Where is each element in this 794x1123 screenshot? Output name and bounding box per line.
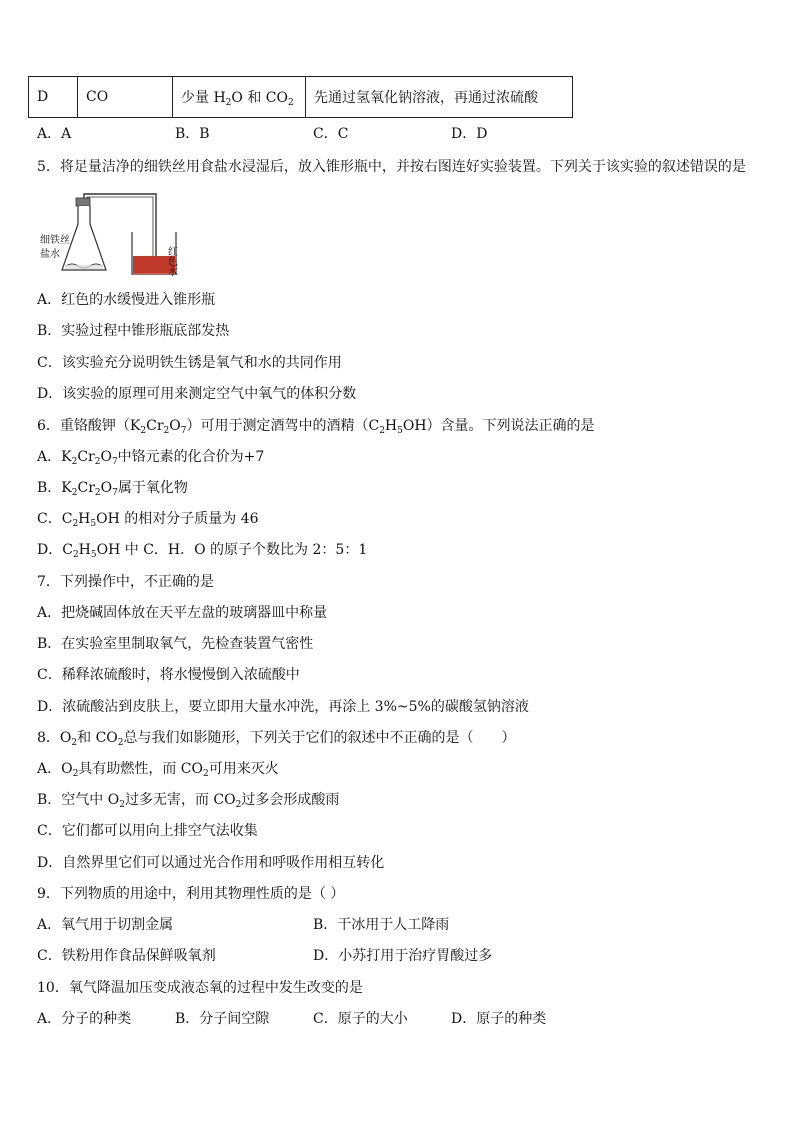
q8-option-a: A．$O_2$具有助燃性，而 $CO_2$可用来灭火: [37, 761, 279, 779]
q4-option-d: D．D: [451, 126, 488, 142]
q6-option-c: C．$C_2H_5OH$ 的相对分子质量为 46: [37, 511, 259, 529]
q8-option-c: C．它们都可以用向上排空气法收集: [37, 823, 258, 839]
q5-option-b: B．实验过程中锥形瓶底部发热: [37, 323, 230, 339]
q4-option-b: B．B: [175, 126, 210, 142]
q9-stem: 9．下列物质的用途中，利用其物理性质的是（ ）: [37, 886, 345, 902]
q7-option-d: D．浓硫酸沾到皮肤上，要立即用大量水冲洗，再涂上 3%~5%的碳酸氢钠溶液: [37, 699, 529, 715]
q5-stem: 5．将足量洁净的细铁丝用食盐水浸湿后，放入锥形瓶中，并按右图连好实验装置。下列关于该实验的叙述错误的是: [37, 159, 746, 175]
q6-stem: 6．重铬酸钾$(K_2Cr_2O_7)$可用于测定酒驾中的酒精$(C_2H_5OH)$含量。下列说法正确的是: [37, 418, 595, 436]
label-red-water-1: 红: [168, 247, 178, 258]
table-cell-option: D: [29, 77, 78, 118]
q8-option-d: D．自然界里它们可以通过光合作用和呼吸作用相互转化: [37, 855, 385, 871]
q7-option-b: B．在实验室里制取氧气，先检查装置气密性: [37, 636, 314, 652]
q8-option-b: B．空气中 $O_2$过多无害，而 $CO_2$过多会形成酸雨: [37, 792, 340, 810]
q6-option-b: B．$K_2Cr_2O_7$属于氧化物: [37, 480, 188, 498]
table-cell-method: 先通过氢氧化钠溶液，再通过浓硫酸: [306, 77, 573, 118]
q5-option-a: A．红色的水缓慢进入锥形瓶: [37, 292, 216, 308]
q7-option-c: C．稀释浓硫酸时，将水慢慢倒入浓硫酸中: [37, 667, 300, 683]
q4-option-a: A．A: [37, 126, 72, 142]
q8-stem: 8．$O_2$和 $CO_2$总与我们如影随形，下列关于它们的叙述中不正确的是（ ）: [37, 730, 516, 748]
label-red-water-3: 水: [168, 267, 178, 278]
q5-option-d: D．该实验的原理可用来测定空气中氧气的体积分数: [37, 386, 357, 402]
label-salt-water: 盐水: [40, 249, 60, 260]
q10-stem: 10．氧气降温加压变成液态氧的过程中发生改变的是: [37, 980, 363, 996]
q9-option-b: B．干冰用于人工降雨: [313, 917, 450, 933]
q10-option-c: C．原子的大小: [313, 1011, 408, 1027]
q9-option-a: A．氧气用于切割金属: [37, 917, 174, 933]
q6-option-d: D．$C_2H_5OH$ 中 C．H．O 的原子个数比为 2：5：1: [37, 542, 368, 560]
q10-option-a: A．分子的种类: [37, 1011, 132, 1027]
q10-option-d: D．原子的种类: [451, 1011, 547, 1027]
q9-option-d: D．小苏打用于治疗胃酸过多: [313, 948, 493, 964]
q7-stem: 7．下列操作中，不正确的是: [37, 574, 214, 590]
q10-option-b: B．分子间空隙: [175, 1011, 270, 1027]
label-red-water-2: 色: [168, 257, 178, 268]
q9-option-c: C．铁粉用作食品保鲜吸氧剂: [37, 948, 216, 964]
q4-option-c: C．C: [313, 126, 349, 142]
table-row: [29, 77, 573, 118]
table-cell-impurity: 少量 $H_2O$ 和 $CO_2$: [173, 77, 306, 118]
q5-option-c: C．该实验充分说明铁生锈是氧气和水的共同作用: [37, 355, 342, 371]
answer-table: [28, 76, 573, 118]
q6-option-a: A．$K_2Cr_2O_7$中铬元素的化合价为+7: [37, 449, 265, 467]
table-cell-substance: CO: [78, 77, 173, 118]
q7-option-a: A．把烧碱固体放在天平左盘的玻璃器皿中称量: [37, 605, 328, 621]
experiment-apparatus-figure: [36, 192, 186, 280]
label-iron-wire: 细铁丝: [40, 235, 70, 246]
